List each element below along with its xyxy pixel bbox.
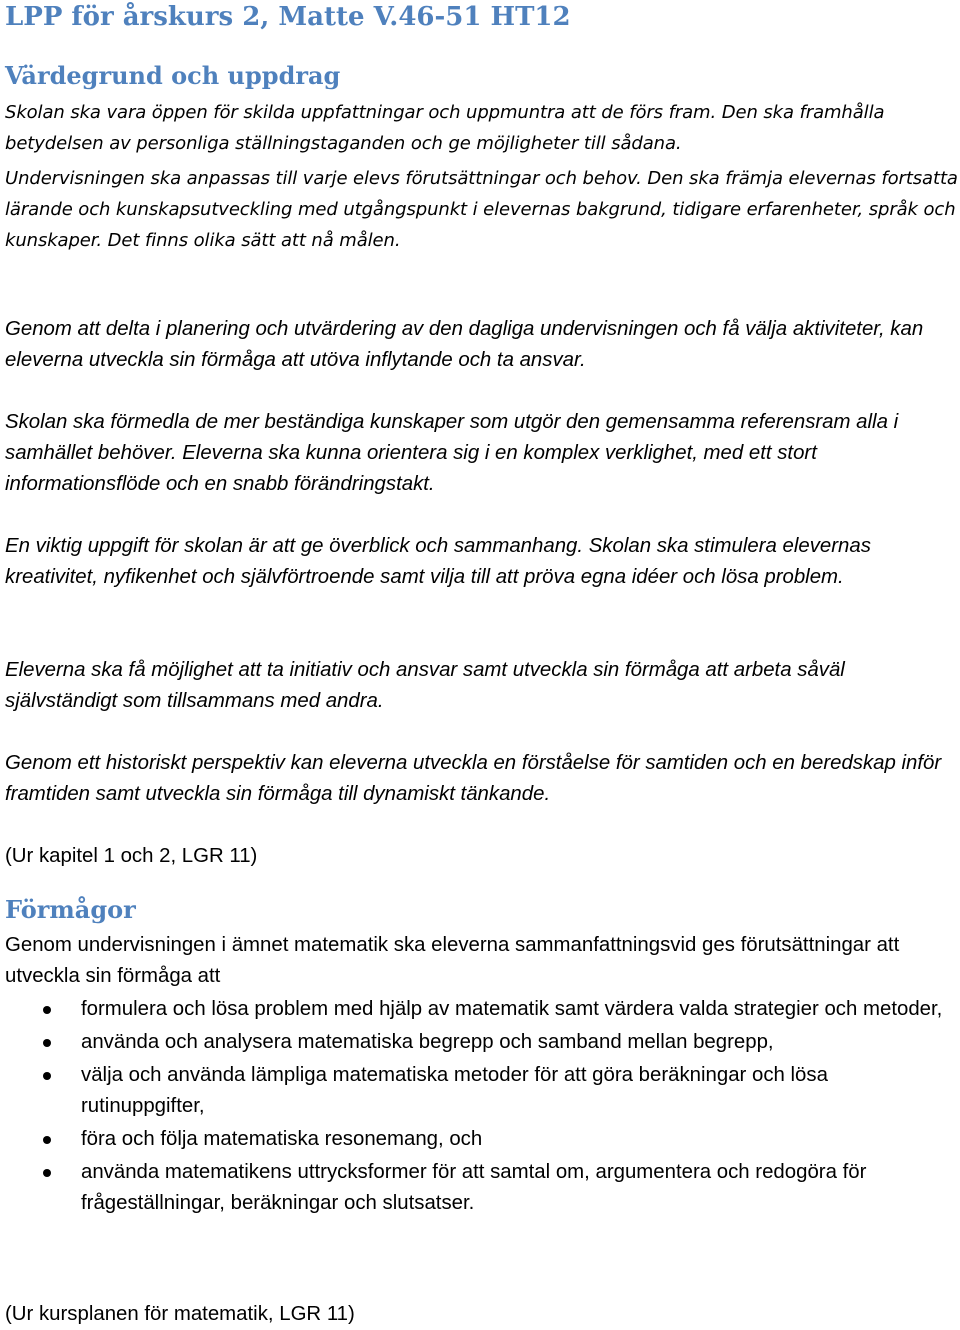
source-citation-abilities: (Ur kursplanen för matematik, LGR 11) (5, 1303, 355, 1325)
list-item (5, 1124, 955, 1155)
paragraph-abilities-intro: Genom undervisningen i ämnet matematik ska eleverna sammanfattningsvid ges förutsättningar att utveckla sin förmåga att (5, 934, 900, 987)
abilities-list (5, 994, 955, 1221)
paragraph-values-4: Skolan ska förmedla de mer beständiga kunskaper som utgör den gemensamma referensram alla i samhället behöver. Eleverna ska kunna orientera sig i en komplex verklighet, med ett stort informationsflöde och en snabb förändringstakt. (5, 411, 899, 495)
list-item-text: formulera och lösa problem med hjälp av matematik samt värdera valda strategier och metoder, (81, 998, 943, 1020)
section-heading-abilities: Förmågor (5, 895, 136, 924)
bullet-icon (43, 1006, 51, 1014)
paragraph-values-3: Genom att delta i planering och utvärdering av den dagliga undervisningen och få välja aktiviteter, kan eleverna utveckla sin förmåga att utöva inflytande och ta ansvar. (5, 318, 924, 371)
paragraph-values-6: Eleverna ska få möjlighet att ta initiativ och ansvar samt utveckla sin förmåga att arbeta såväl självständigt som tillsammans med andra. (5, 659, 845, 712)
list-item-text: använda matematikens uttrycksformer för att samtal om, argumentera och redogöra för frågeställningar, beräkningar och slutsatser. (81, 1161, 867, 1214)
bullet-icon (43, 1136, 51, 1144)
list-item (5, 994, 955, 1025)
paragraph-values-2: Undervisningen ska anpassas till varje elevs förutsättningar och behov. Den ska främja elevernas fortsatta lärande och kunskapsutveckling med utgångspunkt i elevernas bakgrund, tidigare erfarenheter, språk och kunskaper. Det finns olika sätt att nå målen. (5, 168, 958, 251)
list-item (5, 1027, 955, 1058)
document-title: LPP för årskurs 2, Matte V.46-51 HT12 (5, 2, 571, 32)
source-citation-values: (Ur kapitel 1 och 2, LGR 11) (5, 845, 258, 867)
list-item (5, 1157, 955, 1219)
list-item-text: föra och följa matematiska resonemang, och (81, 1128, 483, 1150)
list-item (5, 1060, 955, 1122)
list-item-text: välja och använda lämpliga matematiska metoder för att göra beräkningar och lösa rutinuppgifter, (81, 1064, 828, 1117)
paragraph-values-7: Genom ett historiskt perspektiv kan eleverna utveckla en förståelse för samtiden och en beredskap inför framtiden samt utveckla sin förmåga till dynamiskt tänkande. (5, 752, 942, 805)
bullet-icon (43, 1169, 51, 1177)
section-heading-values: Värdegrund och uppdrag (5, 61, 341, 90)
bullet-icon (43, 1072, 51, 1080)
paragraph-values-1: Skolan ska vara öppen för skilda uppfattningar och uppmuntra att de förs fram. Den ska framhålla betydelsen av personliga ställningstaganden och ge möjligheter till sådana. (5, 102, 885, 154)
bullet-icon (43, 1039, 51, 1047)
paragraph-values-5: En viktig uppgift för skolan är att ge överblick och sammanhang. Skolan ska stimulera elevernas kreativitet, nyfikenhet och självförtroende samt vilja till att pröva egna idéer och lösa problem. (5, 535, 871, 588)
list-item-text: använda och analysera matematiska begrepp och samband mellan begrepp, (81, 1031, 774, 1053)
